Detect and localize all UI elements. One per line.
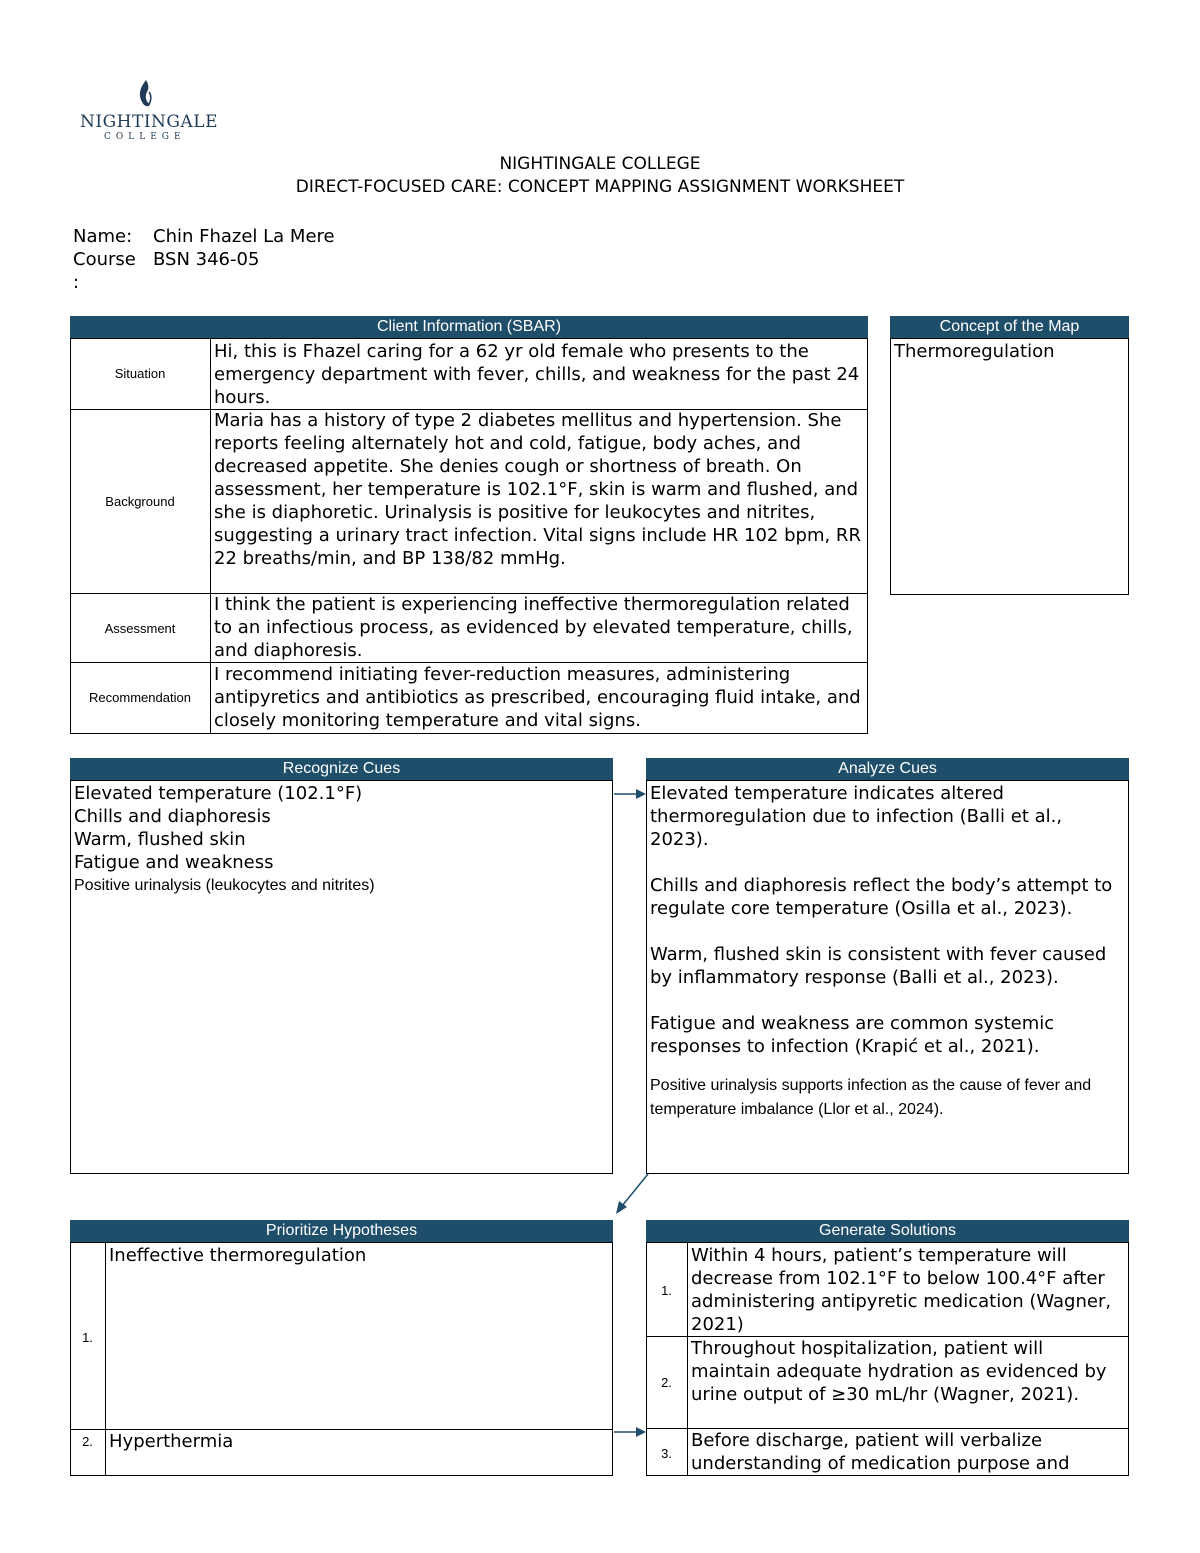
cue-item: Positive urinalysis (leukocytes and nitrites) [74,877,375,894]
solutions-header: Generate Solutions [646,1220,1129,1242]
analyze-header: Analyze Cues [646,758,1129,780]
course-label: Course [73,249,136,270]
analysis-item: Elevated temperature indicates altered thermoregulation due to infection (Balli et al., 2023). [650,783,1063,850]
name-label: Name: [73,226,133,247]
solution-text: Within 4 hours, patient’s temperature will decrease from 102.1°F to below 100.4°F after administering antipyretic medication (Wagner, 2021) [691,1245,1112,1335]
arrow-right-icon [612,1424,648,1440]
concept-border [890,338,1129,595]
analysis-item: Chills and diaphoresis reflect the body’s attempt to regulate core temperature (Osilla et al., 2023). [650,875,1113,919]
solution-number: 1. [661,1283,672,1298]
concept-value: Thermoregulation [894,341,1055,362]
cue-item: Fatigue and weakness [74,852,274,873]
sbar-header: Client Information (SBAR) [70,316,868,338]
sbar-text-background: Maria has a history of type 2 diabetes mellitus and hypertension. She reports feeling alternately hot and cold, fatigue, body aches, and decreased appetite. She denies cough or shortness of breath. On assessment, her temperature is 102.1°F, skin is warm and flushed, and she is diaphoretic. Urinalysis is positive for leukocytes and nitrites, suggesting a urinary tract infection. Vital signs include HR 102 bpm, RR 22 breaths/min, and BP 138/82 mmHg. [214,410,861,569]
name-value: Chin Fhazel La Mere [153,226,335,247]
analysis-item: Fatigue and weakness are common systemic responses to infection (Krapić et al., 2021). [650,1013,1055,1057]
analysis-item: Positive urinalysis supports infection as the cause of fever and temperature imbalance (Llor et al., 2024). [650,1077,1092,1118]
cue-item: Warm, flushed skin [74,829,246,850]
cue-item: Chills and diaphoresis [74,806,271,827]
arrow-right-icon [612,786,648,802]
cue-item: Elevated temperature (102.1°F) [74,783,363,804]
sbar-text-recommendation: I recommend initiating fever-reduction measures, administering antipyretics and antibiotics as prescribed, encouraging fluid intake, and closely monitoring temperature and vital signs. [214,664,861,731]
solution-text: Before discharge, patient will verbalize understanding of medication purpose and [691,1430,1070,1474]
solution-number: 3. [661,1446,672,1461]
flame-icon [136,78,156,110]
logo-wordmark: NIGHTINGALE [80,112,218,132]
sbar-label-recommendation: Recommendation [89,690,191,705]
concept-header: Concept of the Map [890,316,1129,338]
college-logo [78,78,218,146]
prioritize-header: Prioritize Hypotheses [70,1220,613,1242]
sbar-text-assessment: I think the patient is experiencing ineffective thermoregulation related to an infectious process, as evidenced by elevated temperature, chills, and diaphoresis. [214,594,853,661]
arrow-diagonal-icon [610,1172,652,1218]
course-colon: : [73,272,80,293]
college-title: NIGHTINGALE COLLEGE [499,154,701,174]
worksheet-title: DIRECT-FOCUSED CARE: CONCEPT MAPPING ASSIGNMENT WORKSHEET [295,177,905,197]
sbar-label-background: Background [105,494,175,509]
course-value: BSN 346-05 [153,249,260,270]
hypothesis-number: 1. [82,1330,93,1345]
hypothesis-text: Hyperthermia [109,1431,234,1452]
solution-text: Throughout hospitalization, patient will maintain adequate hydration as evidenced by urine output of ≥30 mL/hr (Wagner, 2021). [691,1338,1107,1405]
sbar-text-situation: Hi, this is Fhazel caring for a 62 yr old female who presents to the emergency department with fever, chills, and weakness for the past 24 hours. [214,341,860,408]
logo-subtitle: COLLEGE [104,132,186,142]
recognize-header: Recognize Cues [70,758,613,780]
analysis-item: Warm, flushed skin is consistent with fever caused by inflammatory response (Balli et al., 2023). [650,944,1107,988]
sbar-label-situation: Situation [114,366,166,381]
solution-number: 2. [661,1375,672,1390]
hypothesis-number: 2. [82,1434,93,1449]
hypothesis-text: Ineffective thermoregulation [109,1245,367,1266]
sbar-label-assessment: Assessment [104,621,176,636]
